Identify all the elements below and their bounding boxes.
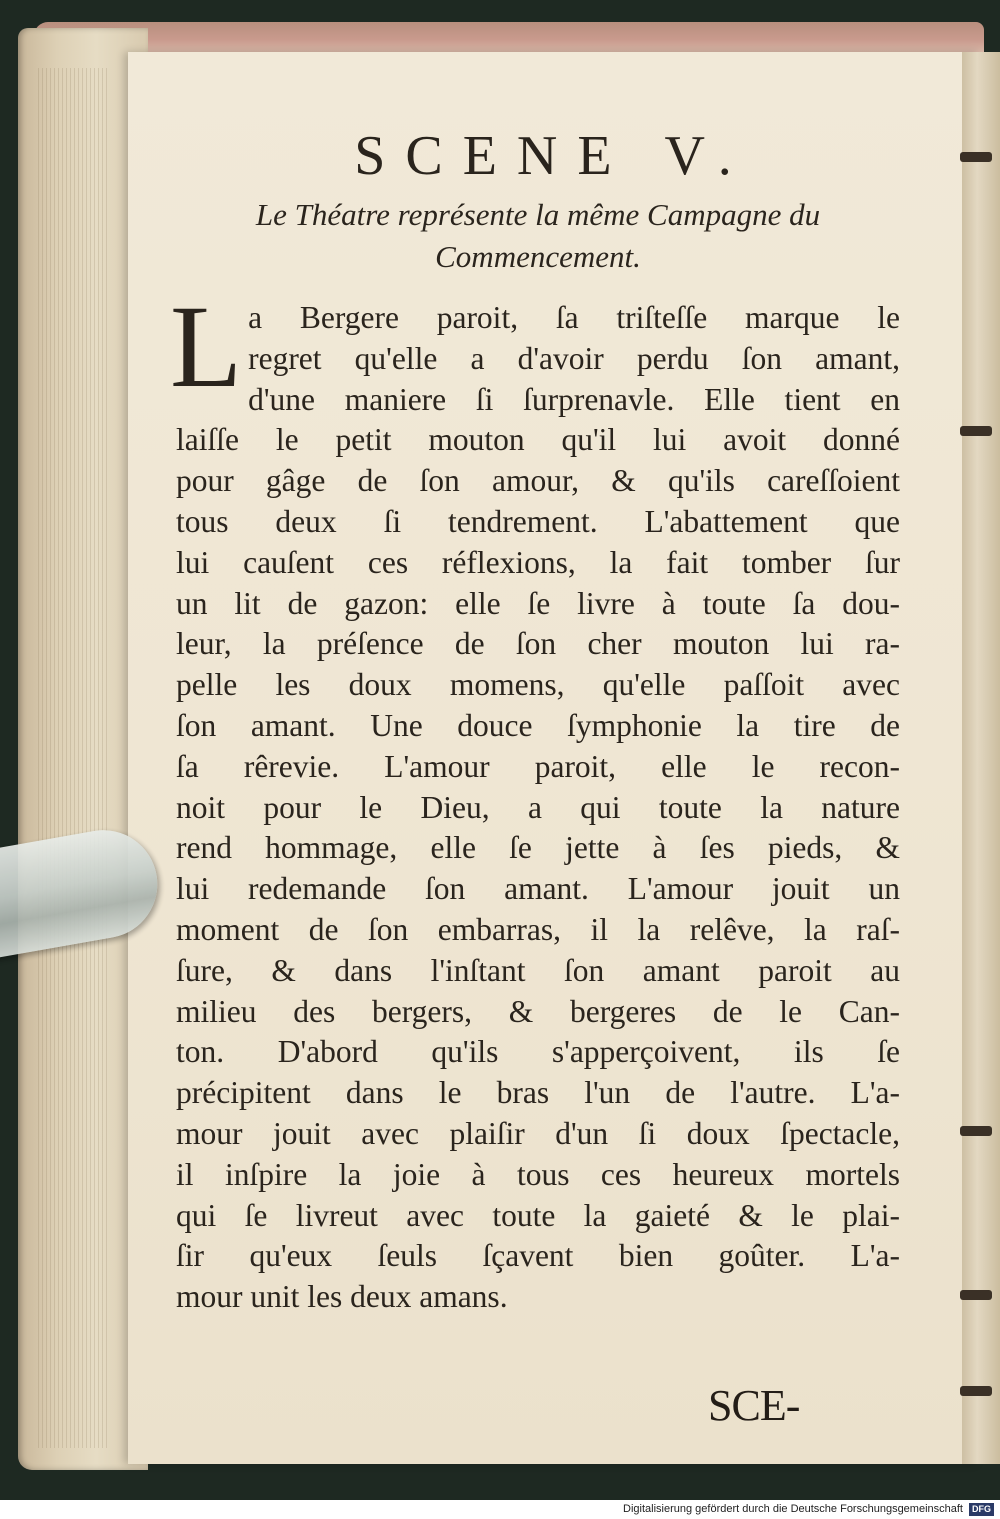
subtitle-line: Commencement. [435,239,641,274]
text-line: mour jouit avec plaiſir d'un ſi doux ſpectacle, [176,1115,900,1151]
text-line: milieu des bergers, & bergeres de le Can- [176,993,900,1029]
text-line: leur, la préſence de ſon cher mouton lui ra- [176,626,900,662]
scene-subtitle [176,194,900,278]
binding-thread [960,1290,992,1300]
subtitle-line: Le Théatre représente la même Campagne du [255,197,821,232]
text-line: ſa rêrevie. L'amour paroit, elle le recon- [176,748,900,784]
text-line: laiſſe le petit mouton qu'il lui avoit donné [176,422,900,458]
text-line: lui redemande ſon amant. L'amour jouit un [176,871,900,907]
text-line: ſir qu'eux ſeuls ſçavent bien goûter. L'a- [176,1238,900,1274]
text-line: pour gâge de ſon amour, & qu'ils careſſoient [176,463,900,499]
binding-thread [960,1386,992,1396]
text-line: rend hommage, elle ſe jette à ſes pieds, & [176,830,900,866]
text-line: pelle les doux momens, qu'elle paſſoit avec [176,667,900,703]
binding-thread [960,1126,992,1136]
catchword: SCE- [708,1381,800,1430]
footer-bar [0,1500,1000,1519]
text-line: lui cauſent ces réflexions, la fait tomber ſur [176,544,900,580]
text-line: qui ſe livreut avec toute la gaieté & le plai- [176,1197,900,1233]
text-line: ſon amant. Une douce ſymphonie la tire de [176,707,900,743]
body-paragraph [170,281,900,1318]
dfg-logo: DFG [969,1503,994,1516]
text-line: noit pour le Dieu, a qui toute la nature [176,789,900,825]
funding-credit: Digitalisierung gefördert durch die Deutsche Forschungsgemeinschaft [623,1503,963,1515]
drop-cap: L [170,281,243,412]
text-line: un lit de gazon: elle ſe livre à toute ſa dou- [176,585,900,621]
text-line: précipitent dans le bras l'un de l'autre. L'a- [176,1075,900,1111]
text-line: a Bergere paroit, ſa triſteſſe marque le [248,300,900,335]
text-line: d'une maniere ſi ſurprenavle. Elle tient en [248,381,900,417]
text-line: ſure, & dans l'inſtant ſon amant paroit au [176,952,900,988]
text-line: tous deux ſi tendrement. L'abattement que [176,503,900,539]
text-line: ton. D'abord qu'ils s'apperçoivent, ils ſe [176,1034,900,1070]
page-edge-lines [38,68,108,1448]
text-line: mour unit les deux amans. [176,1279,508,1315]
binding-thread [960,426,992,436]
page-content [170,118,900,1318]
binding-thread [960,152,992,162]
text-line: moment de ſon embarras, il la relêve, la raſ- [176,911,900,947]
book-gutter [962,52,1000,1464]
scene-heading: SCENE V. [354,125,752,187]
text-line: regret qu'elle a d'avoir perdu ſon amant, [248,340,900,376]
text-line: il inſpire la joie à tous ces heureux mortels [176,1156,900,1192]
